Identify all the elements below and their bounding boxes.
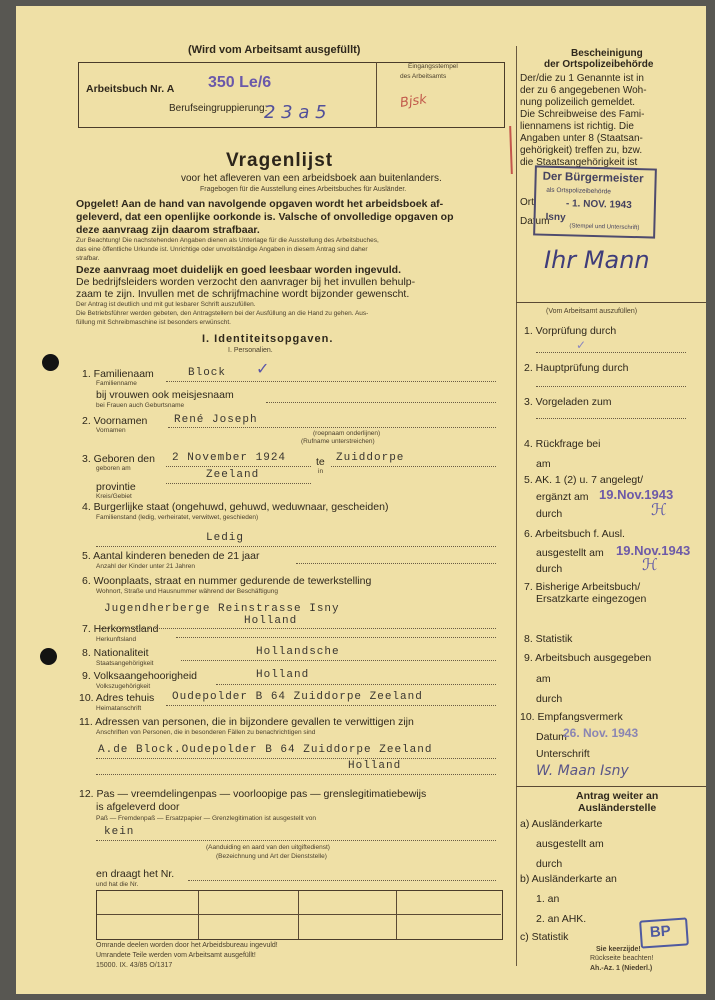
dragt-label: en draagt het Nr.	[96, 868, 175, 880]
field11-german: Anschriften von Personen, die in besonderen Fällen zu benachrichtigen sind	[96, 729, 316, 736]
title-german: Fragebogen für die Ausstellung eines Arbeitsbuches für Ausländer.	[200, 186, 407, 193]
field7-label: 7. Herkomstland	[82, 623, 159, 635]
intro-d2: De bedrijfsleiders worden verzocht den aanvrager bij het invullen behulp-	[76, 276, 416, 288]
bescheinigung-title-1: Bescheinigung	[571, 48, 643, 59]
item7-label-b: Ersatzkarte eingezogen	[536, 593, 647, 605]
intro-german-6: füllung mit Schreibmaschine ist besonders erwünscht.	[76, 319, 231, 326]
intro-german-2: das eine öffentliche Urkunde ist. Unrichtige oder unvollständige Angaben in diesem Antrag sind daher	[76, 246, 368, 253]
field9-german: Volkszugehörigkeit	[96, 683, 151, 690]
field2-german: Vornamen	[96, 427, 126, 434]
berufs-value: 2 3 a 5	[264, 102, 327, 123]
item5-date: 19.Nov.1943	[599, 487, 674, 502]
item10-unterschrift: Unterschrift	[536, 748, 590, 760]
field4-value: Ledig	[206, 532, 245, 544]
field8-label: 8. Nationaliteit	[82, 647, 149, 659]
field12-note-german: (Bezeichnung und Art der Dienststelle)	[216, 853, 327, 860]
footer-line1: Omrande deelen worden door het Arbeidsbureau ingevuld!	[96, 942, 278, 949]
field2-value: René Joseph	[174, 414, 258, 426]
police-stamp	[533, 165, 657, 238]
item6-label-a: 6. Arbeitsbuch f. Ausl.	[524, 528, 625, 540]
bescheinigung-line3: nung polizeilich gemeldet.	[520, 97, 636, 108]
field3-prov-german: Kreis/Gebiet	[96, 493, 132, 500]
intro-d1: Deze aanvraag moet duidelijk en goed leesbaar worden ingevuld.	[76, 264, 402, 276]
punch-hole-top	[42, 354, 59, 371]
red-pencil-line	[509, 126, 513, 174]
field12-label1: 12. Pas — vreemdelingenpas — voorloopige pas — grenslegitimatiebewijs	[79, 788, 427, 800]
intro-d3: zaam te zijn. Invullen met de schrijfmachine wordt bijzonder gewenscht.	[76, 288, 410, 300]
section-sub: I. Personalien.	[228, 347, 273, 354]
bescheinigung-line6: Angaben unter 8 (Staatsan-	[520, 133, 643, 144]
keerzijde-2: Rückseite beachten!	[590, 955, 654, 962]
field9-value: Holland	[256, 669, 310, 681]
field4-german: Familienstand (ledig, verheiratet, verwitwet, geschieden)	[96, 514, 259, 521]
checkmark: ✓	[256, 359, 270, 378]
field7-german: Herkunftsland	[96, 636, 137, 643]
title-sub: voor het afleveren van een arbeidsboek aan buitenlanders.	[181, 173, 442, 184]
punch-hole-bottom	[40, 648, 57, 665]
berufs-label: Berufseingruppierung:	[169, 103, 268, 114]
dragt-german: und hat die Nr.	[96, 881, 139, 888]
intro-german-3: strafbar.	[76, 255, 100, 262]
item4-label: 4. Rückfrage bei	[524, 438, 601, 450]
stamp-line1: Der Bürgermeister	[542, 170, 644, 186]
item10-date: 26. Nov. 1943	[563, 726, 639, 740]
item10-signature: W. Maan Isny	[536, 763, 629, 779]
intro-line1: Opgelet! Aan de hand van navolgende opgaven wordt het arbeidsboek af-	[76, 198, 444, 210]
field2-note-german: (Rufname unterstreichen)	[301, 438, 375, 445]
item6-date: 19.Nov.1943	[616, 543, 691, 558]
item5-durch: durch	[536, 508, 563, 520]
intro-german-4: Der Antrag ist deutlich und mit gut lesbarer Schrift auszufüllen.	[76, 301, 256, 308]
field8-german: Staatsangehörigkeit	[96, 660, 154, 667]
item6-initials: ℋ	[642, 555, 658, 574]
field9-label: 9. Volksaangehoorigheid	[82, 670, 198, 682]
item1-label: 1. Vorprüfung durch	[524, 325, 617, 337]
arbeitsbuch-label: Arbeitsbuch Nr. A	[86, 83, 175, 95]
stamp-line4: Isny	[545, 211, 566, 224]
field10-value: Oudepolder B 64 Zuiddorpe Zeeland	[172, 691, 423, 703]
field6-label: 6. Woonplaats, straat en nummer gedurende de tewerkstelling	[82, 575, 372, 587]
item4-am: am	[536, 458, 551, 470]
keerzijde-1: Sie keerzijde!	[596, 946, 641, 953]
section-title: I. Identiteitsopgaven.	[202, 333, 334, 345]
field5-label: 5. Aantal kinderen beneden de 21 jaar	[82, 550, 260, 562]
bescheinigung-line5: liennamens ist richtig. Die	[520, 121, 634, 132]
bottom-box	[96, 890, 503, 940]
eingangsstempel-label-2: des Arbeitsamts	[400, 73, 447, 80]
field1b-german: bei Frauen auch Geburtsname	[96, 402, 185, 409]
item5-label-b: ergänzt am	[536, 491, 589, 503]
bescheinigung-line1: Der/die zu 1 Genannte ist in	[520, 73, 644, 84]
field8-value: Hollandsche	[256, 646, 340, 658]
field3-value: 2 November 1924	[172, 452, 287, 464]
datum-label: Datum	[520, 216, 550, 227]
item5-initials: ℋ	[651, 500, 667, 519]
bp-stamp	[639, 917, 689, 948]
item6-durch: durch	[536, 563, 563, 575]
bescheinigung-line2: der zu 6 angegebenen Woh-	[520, 85, 647, 96]
item7-label-a: 7. Bisherige Arbeitsbuch/	[524, 581, 641, 593]
stamp-line2: als Ortspolizeibehörde	[546, 186, 612, 196]
c-label: c) Statistik	[520, 931, 569, 943]
intro-line3: deze aanvraag zijn daarom strafbaar.	[76, 224, 260, 236]
footer-line3: 15000. IX. 43/85 O/1317	[96, 962, 173, 969]
intro-line2: geleverd, dat een openlijke oorkonde is. Valsche of onvolledige opgaven op	[76, 211, 454, 223]
bp-text: BP	[649, 922, 672, 941]
field10-german: Heimatanschrift	[96, 705, 142, 712]
field3-place: Zuiddorpe	[336, 452, 405, 464]
field1-label: 1. Familienaam	[82, 368, 154, 380]
item10-datum: Datum	[536, 731, 567, 743]
intro-german-1: Zur Beachtung! Die nachstehenden Angaben dienen als Unterlage für die Ausstellung des Arbeitsbuches,	[76, 237, 379, 244]
field1-german: Familienname	[96, 380, 137, 387]
field12-label2: is afgeleverd door	[96, 801, 180, 813]
field11-value2: Holland	[348, 760, 402, 772]
item9-durch: durch	[536, 693, 563, 705]
field3-te: te	[316, 456, 325, 468]
field6-value2: Holland	[244, 615, 298, 627]
b-2: 2. an AHK.	[536, 913, 587, 925]
field1b-label: bij vrouwen ook meisjesnaam	[96, 389, 234, 401]
field12-note: (Aanduiding en aard van den uitgiftedienst)	[206, 844, 330, 851]
footer-line2: Umrandete Teile werden vom Arbeitsamt ausgefüllt!	[96, 952, 256, 959]
keerzijde-3: Ah.-Az. 1 (Niederl.)	[590, 965, 653, 972]
field3-label: 3. Geboren den	[82, 453, 155, 465]
ort-label: Ort	[520, 197, 534, 208]
field5-german: Anzahl der Kinder unter 21 Jahren	[96, 563, 196, 570]
antrag-line2: Ausländerstelle	[578, 802, 657, 814]
item5-label-a: 5. AK. 1 (2) u. 7 angelegt/	[524, 474, 644, 486]
field1-value: Block	[188, 367, 227, 379]
police-signature: Ihr Mann	[544, 246, 650, 274]
header-note: (Wird vom Arbeitsamt ausgefüllt)	[188, 44, 361, 56]
form-page	[16, 6, 706, 994]
arbeitsamt-note: (Vom Arbeitsamt auszufüllen)	[546, 308, 638, 315]
item2-label: 2. Hauptprüfung durch	[524, 362, 629, 374]
a-label: a) Ausländerkarte	[520, 818, 603, 830]
item3-label: 3. Vorgeladen zum	[524, 396, 612, 408]
field2-note: (roepnaam onderlijnen)	[313, 430, 381, 437]
bescheinigung-line8: die Staatsangehörigkeit ist	[520, 157, 638, 168]
b-label: b) Ausländerkarte an	[520, 873, 617, 885]
red-mark: Bjsk	[399, 92, 428, 111]
arbeitsbuch-value: 350 Le/6	[208, 74, 272, 91]
field10-label: 10. Adres tehuis	[79, 692, 155, 704]
eingangsstempel-label: Eingangsstempel	[408, 63, 458, 70]
field3-te-german: in	[318, 468, 324, 475]
field6-german: Wohnort, Straße und Hausnummer während der Beschäftigung	[96, 588, 278, 595]
field4-label: 4. Burgerlijke staat (ongehuwd, gehuwd, weduwnaar, gescheiden)	[82, 501, 389, 513]
intro-german-5: Die Betriebsführer werden gebeten, den Antragstellern bei der Ausfüllung an die Hand zu gehen. Aus-	[76, 310, 369, 317]
stamp-line5: (Stempel und Unterschrift)	[569, 223, 640, 232]
antrag-line1: Antrag weiter an	[576, 790, 659, 802]
title-main: Vragenlijst	[226, 150, 334, 171]
field3-prov-value: Zeeland	[206, 469, 260, 481]
field6-value1: Jugendherberge Reinstrasse Isny	[104, 603, 340, 615]
bescheinigung-title-2: der Ortspolizeibehörde	[544, 59, 654, 70]
item10-label: 10. Empfangsvermerk	[520, 711, 623, 723]
a-ausgestellt: ausgestellt am	[536, 838, 604, 850]
stamp-line3: - 1. NOV. 1943	[565, 198, 632, 211]
b-1: 1. an	[536, 893, 560, 905]
bescheinigung-line7: gehörigkeit) treffen zu, bzw.	[520, 145, 643, 156]
field2-label: 2. Voornamen	[82, 415, 148, 427]
field3-german: geboren am	[96, 465, 131, 472]
bescheinigung-line4: Die Schreibweise des Fami-	[520, 109, 645, 120]
item9-am: am	[536, 673, 551, 685]
field11-value1: A.de Block.Oudepolder B 64 Zuiddorpe Zeeland	[98, 744, 433, 756]
field12-value: kein	[104, 826, 135, 838]
field12-german: Paß — Fremdenpaß — Ersatzpapier — Grenzlegitimation ist ausgestellt von	[96, 815, 317, 822]
item6-label-b: ausgestellt am	[536, 547, 604, 559]
field3-prov-label: provintie	[96, 481, 136, 493]
item9-label: 9. Arbeitsbuch ausgegeben	[524, 652, 652, 664]
item1-initials: ✓	[576, 338, 587, 352]
item8-label: 8. Statistik	[524, 633, 573, 645]
a-durch: durch	[536, 858, 563, 870]
field11-label: 11. Adressen van personen, die in bijzondere gevallen te verwittigen zijn	[79, 716, 414, 728]
